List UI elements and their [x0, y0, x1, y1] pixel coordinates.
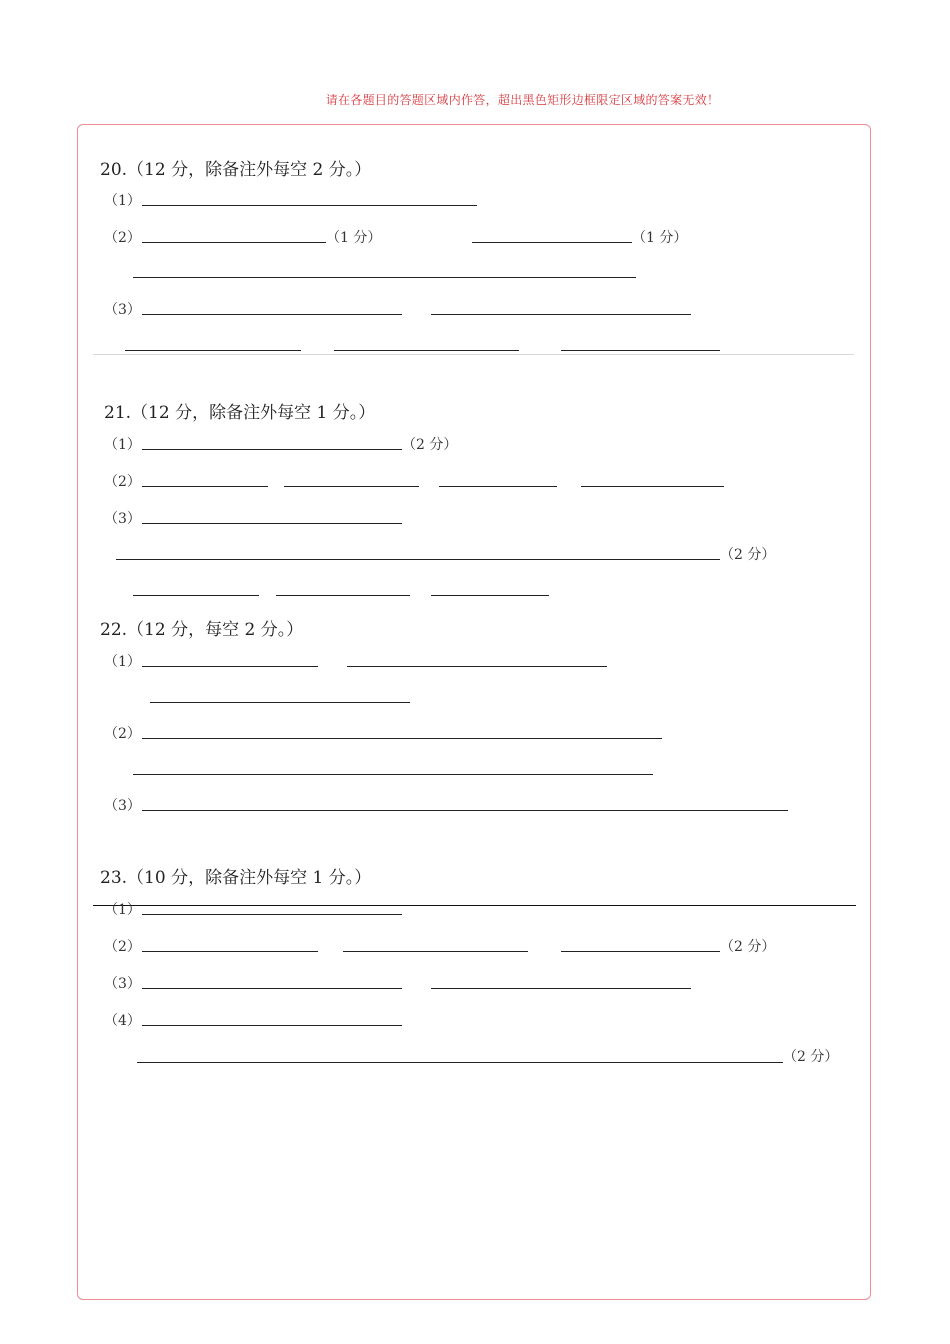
q20-part2-blank-2[interactable] [472, 242, 632, 243]
q23-part1-blank[interactable] [142, 914, 402, 915]
q20-part2-score-note-1: （1 分） [326, 230, 382, 246]
q21-part2-label: （2） [104, 474, 141, 490]
q21-part3-label: （3） [104, 511, 141, 527]
q22-part1-blank-2[interactable] [347, 666, 607, 667]
q21-part3-blank-4[interactable] [276, 595, 410, 596]
answer-area-warning: 请在各题目的答题区域内作答，超出黑色矩形边框限定区域的答案无效！ [325, 93, 720, 107]
q21-part2-blank-2[interactable] [284, 486, 419, 487]
q21-part2-blank-3[interactable] [439, 486, 557, 487]
q20-part3-label: （3） [104, 302, 141, 318]
q20-part3-blank-2[interactable] [431, 314, 691, 315]
q23-part4-blank-2[interactable] [137, 1062, 783, 1063]
q22-part1-blank-1[interactable] [142, 666, 318, 667]
answer-frame [77, 124, 871, 1300]
q20-part3-blank-5[interactable] [561, 350, 720, 351]
question-22-title: 22.（12 分，每空 2 分。） [100, 620, 304, 640]
q22-part3-blank[interactable] [142, 810, 788, 811]
q22-part3-label: （3） [104, 798, 141, 814]
q21-part1-score-note: （2 分） [402, 437, 458, 453]
question-23-title: 23.（10 分，除备注外每空 1 分。） [100, 868, 372, 888]
question-21-title: 21.（12 分，除备注外每空 1 分。） [104, 403, 376, 423]
q20-part3-blank-3[interactable] [125, 350, 301, 351]
q21-part1-label: （1） [104, 437, 141, 453]
q20-part1-blank[interactable] [142, 205, 477, 206]
q22-part2-blank-1[interactable] [142, 738, 662, 739]
q23-part4-label: （4） [104, 1013, 141, 1029]
q21-part3-blank-5[interactable] [431, 595, 549, 596]
q23-part3-label: （3） [104, 976, 141, 992]
q21-part2-blank-1[interactable] [142, 486, 268, 487]
q20-part2-score-note-2: （1 分） [632, 230, 688, 246]
q20-part3-blank-1[interactable] [142, 314, 402, 315]
q21-part3-blank-2[interactable] [116, 559, 720, 560]
q20-part3-blank-4[interactable] [334, 350, 519, 351]
q21-part1-blank[interactable] [142, 449, 402, 450]
q20-part2-blank-1[interactable] [142, 242, 326, 243]
q23-part4-score-note: （2 分） [783, 1049, 839, 1065]
q20-part1-label: （1） [104, 193, 141, 209]
section-divider-bold [93, 905, 856, 906]
q20-part2-blank-3[interactable] [133, 277, 636, 278]
q22-part1-label: （1） [104, 654, 141, 670]
q23-part2-blank-2[interactable] [343, 951, 528, 952]
q22-part2-label: （2） [104, 726, 141, 742]
q23-part3-blank-2[interactable] [431, 988, 691, 989]
q23-part4-blank-1[interactable] [142, 1025, 402, 1026]
question-20-title: 20.（12 分，除备注外每空 2 分。） [100, 160, 372, 180]
q21-part2-blank-4[interactable] [581, 486, 724, 487]
section-divider [93, 354, 854, 355]
q21-part3-blank-1[interactable] [142, 523, 402, 524]
q23-part3-blank-1[interactable] [142, 988, 402, 989]
q20-part2-label: （2） [104, 230, 141, 246]
q23-part2-blank-1[interactable] [142, 951, 318, 952]
q23-part2-score-note: （2 分） [720, 939, 776, 955]
q21-part3-score-note: （2 分） [720, 547, 776, 563]
q21-part3-blank-3[interactable] [133, 595, 259, 596]
q22-part2-blank-2[interactable] [133, 774, 653, 775]
q23-part2-blank-3[interactable] [561, 951, 720, 952]
q23-part1-label: （1） [104, 902, 141, 918]
q22-part1-blank-3[interactable] [150, 702, 410, 703]
q23-part2-label: （2） [104, 939, 141, 955]
